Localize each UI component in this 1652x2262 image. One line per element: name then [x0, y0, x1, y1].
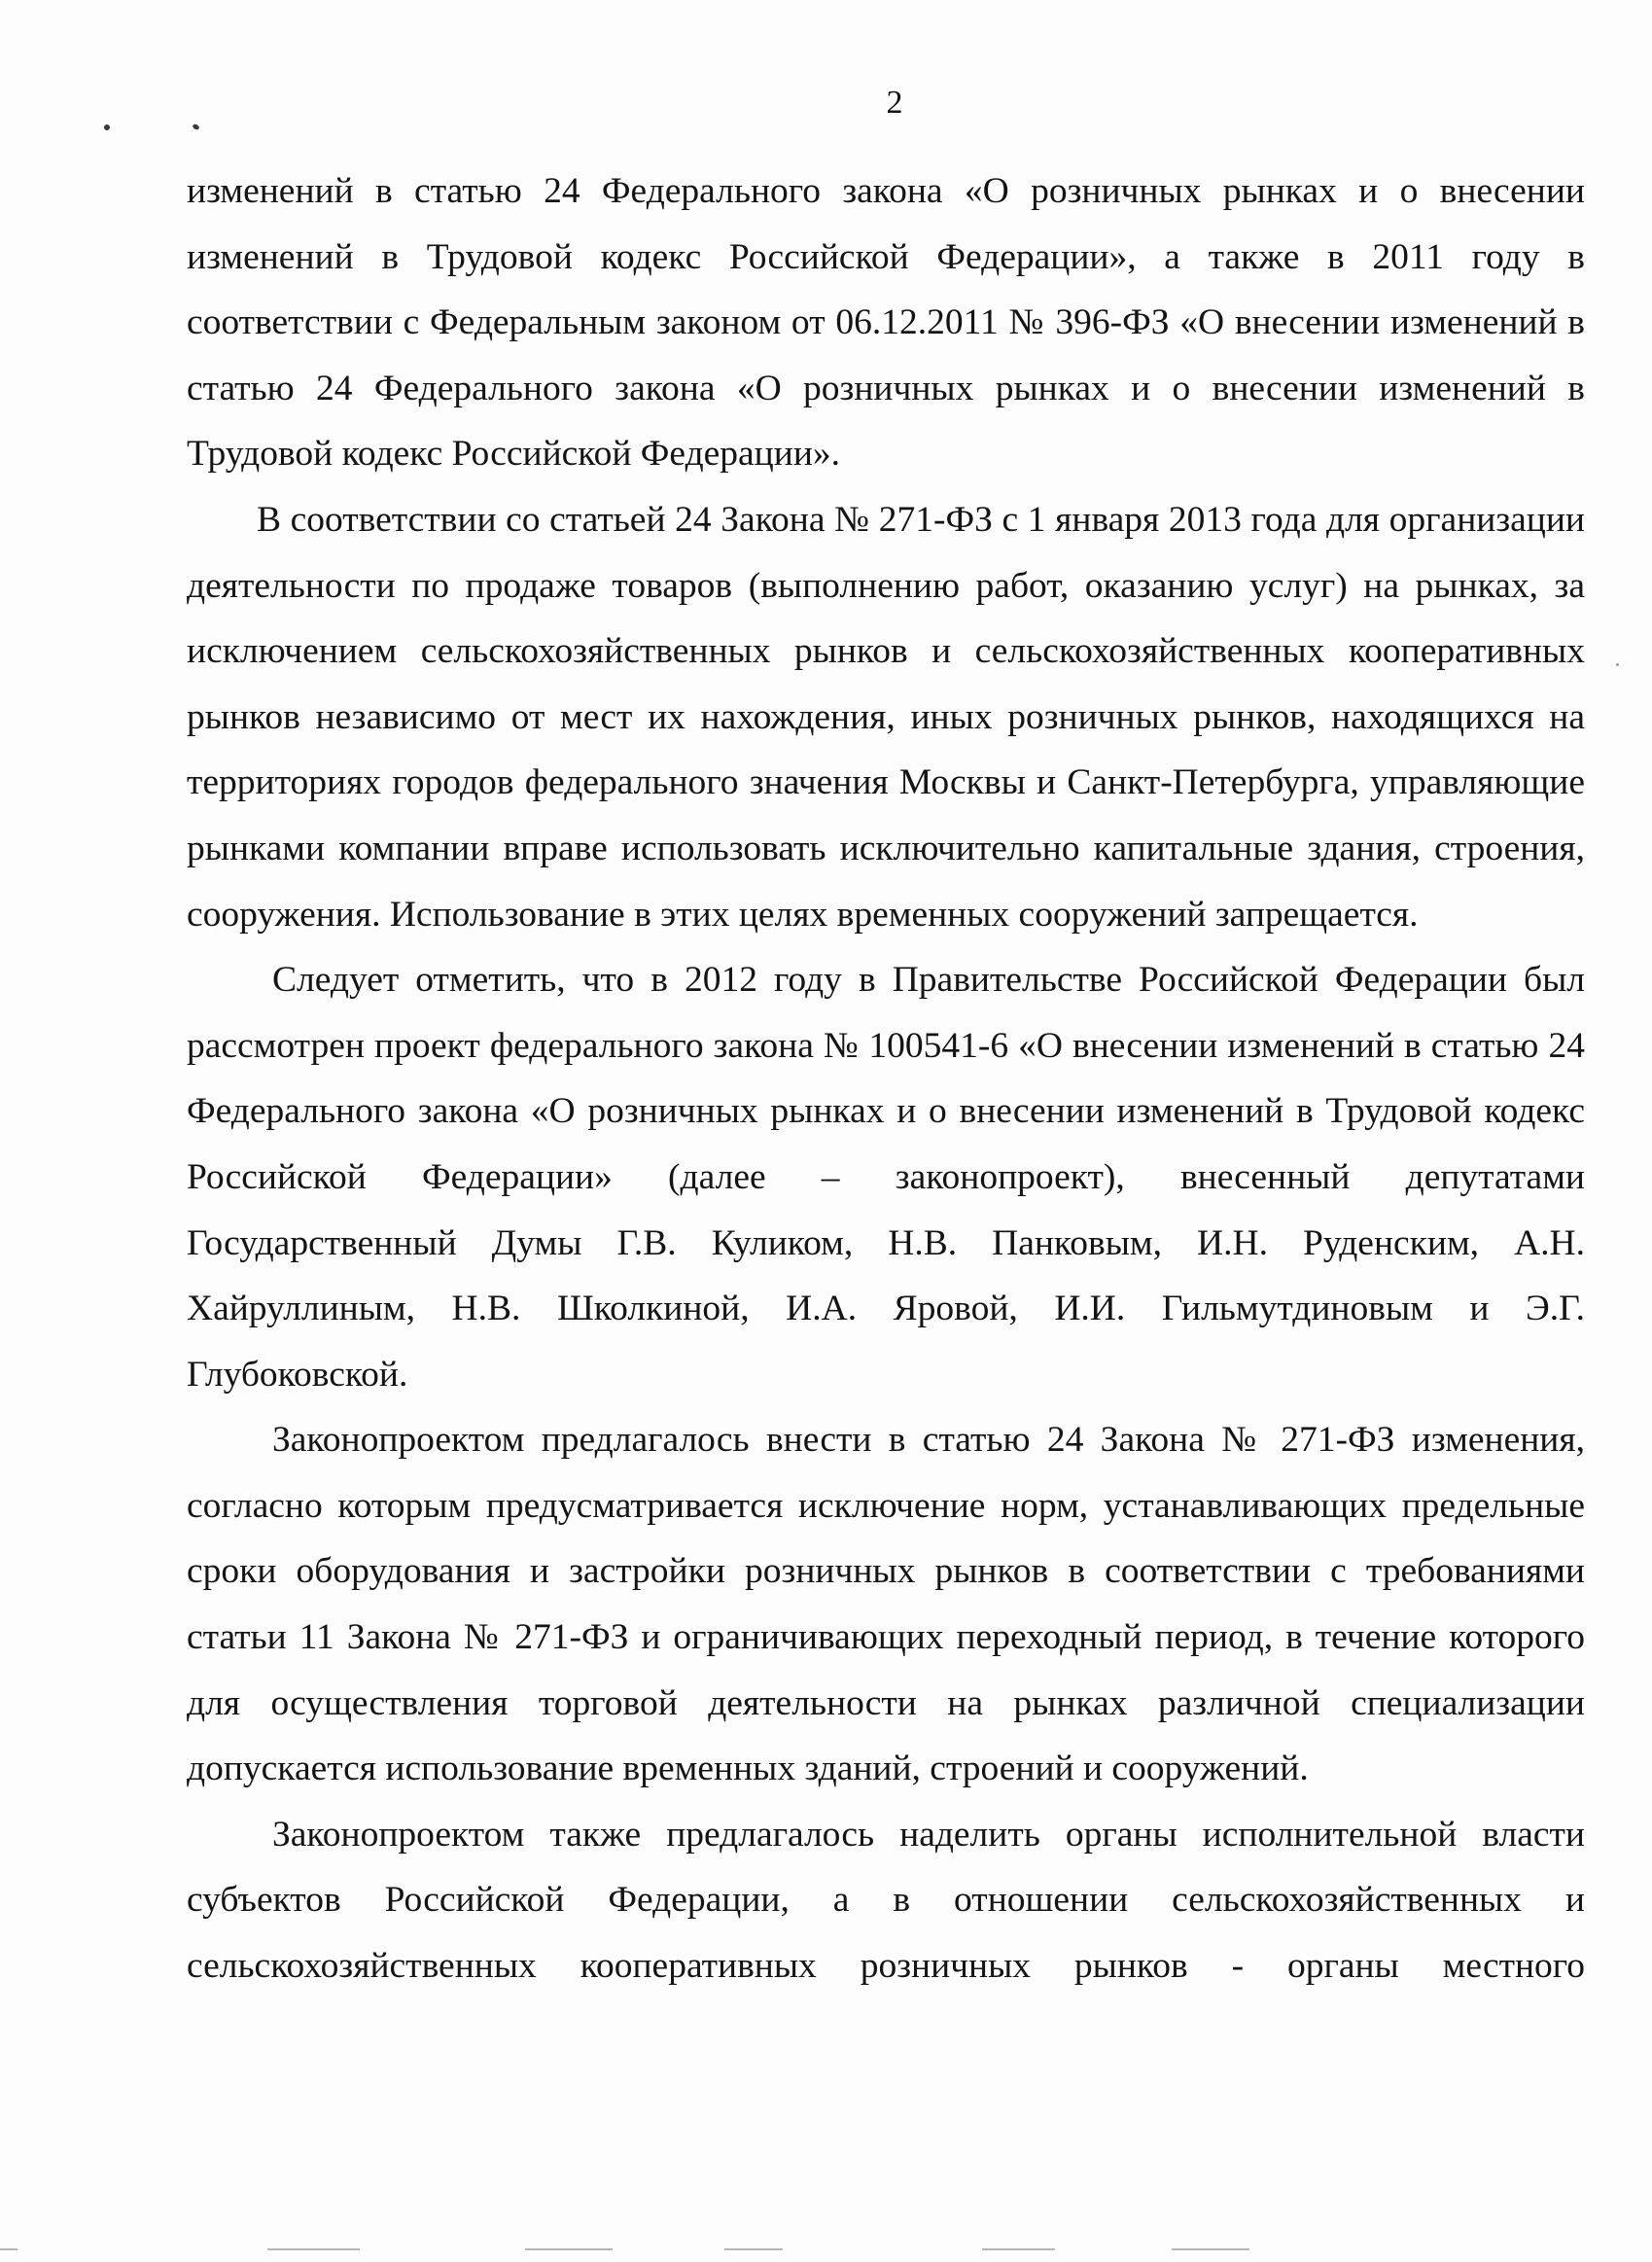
document-body [187, 159, 1585, 1999]
scan-line [525, 2248, 613, 2250]
paragraph-3: Следует отметить, что в 2012 году в Правительстве Российской Федерации был рассмотрен проект федерального закона № 100541-6 «О внесении изменений в статью 24 Федерального закона «О розничных рынках и о внесении изменений в Трудовой кодекс Российской Федерации» (далее – законопроект), внесенный депутатами Государственный Думы Г.В. Куликом, Н.В. Панковым, И.Н. Руденским, А.Н. Хайруллиным, Н.В. Школкиной, И.А. Яровой, И.И. Гильмутдиновым и Э.Г. Глубоковской. [187, 960, 1585, 1395]
scan-line [1172, 2248, 1249, 2250]
page-number: 2 [886, 85, 903, 121]
scan-footer-artifacts [0, 2248, 1652, 2254]
paragraph-5: Законопроектом также предлагалось наделить органы исполнительной власти субъектов Российской Федерации, а в отношении сельскохозяйственных и сельскохозяйственных кооперативных розничных рынков - органы местного [187, 1814, 1585, 1987]
paragraph-1: изменений в статью 24 Федерального закона «О розничных рынках и о внесении изменений в Трудовой кодекс Российской Федерации», а также в 2011 году в соответствии с Федеральным законом от 06.12.2011 № 396-ФЗ «О внесении изменений в статью 24 Федерального закона «О розничных рынках и о внесении изменений в Трудовой кодекс Российской Федерации». [187, 171, 1585, 475]
scan-line [982, 2248, 1055, 2250]
scan-dot [192, 124, 200, 131]
paragraph-4: Законопроектом предлагалось внести в статью 24 Закона № 271-ФЗ изменения, согласно которым предусматривается исключение норм, устанавливающих предельные сроки оборудования и застройки розничных рынков в соответствии с требованиями статьи 11 Закона № 271-ФЗ и ограничивающих переходный период, в течение которого для осуществления торговой деятельности на рынках различной специализации допускается использование временных зданий, строений и сооружений. [187, 1420, 1585, 1789]
scan-line [0, 2248, 18, 2250]
scan-line [267, 2248, 360, 2250]
scan-dot [1616, 663, 1619, 666]
scan-dot [104, 124, 110, 130]
scan-line [724, 2248, 783, 2250]
paragraph-2: В соответствии со статьей 24 Закона № 271-ФЗ с 1 января 2013 года для организации деятельности по продаже товаров (выполнению работ, оказанию услуг) на рынках, за исключением сельскохозяйственных рынков и сельскохозяйственных кооперативных рынков независимо от мест их нахождения, иных розничных рынков, находящихся на территориях городов федерального значения Москвы и Санкт-Петербурга, управляющие рынками компании вправе использовать исключительно капитальные здания, строения, сооружения. Использование в этих целях временных сооружений запрещается. [187, 499, 1585, 935]
